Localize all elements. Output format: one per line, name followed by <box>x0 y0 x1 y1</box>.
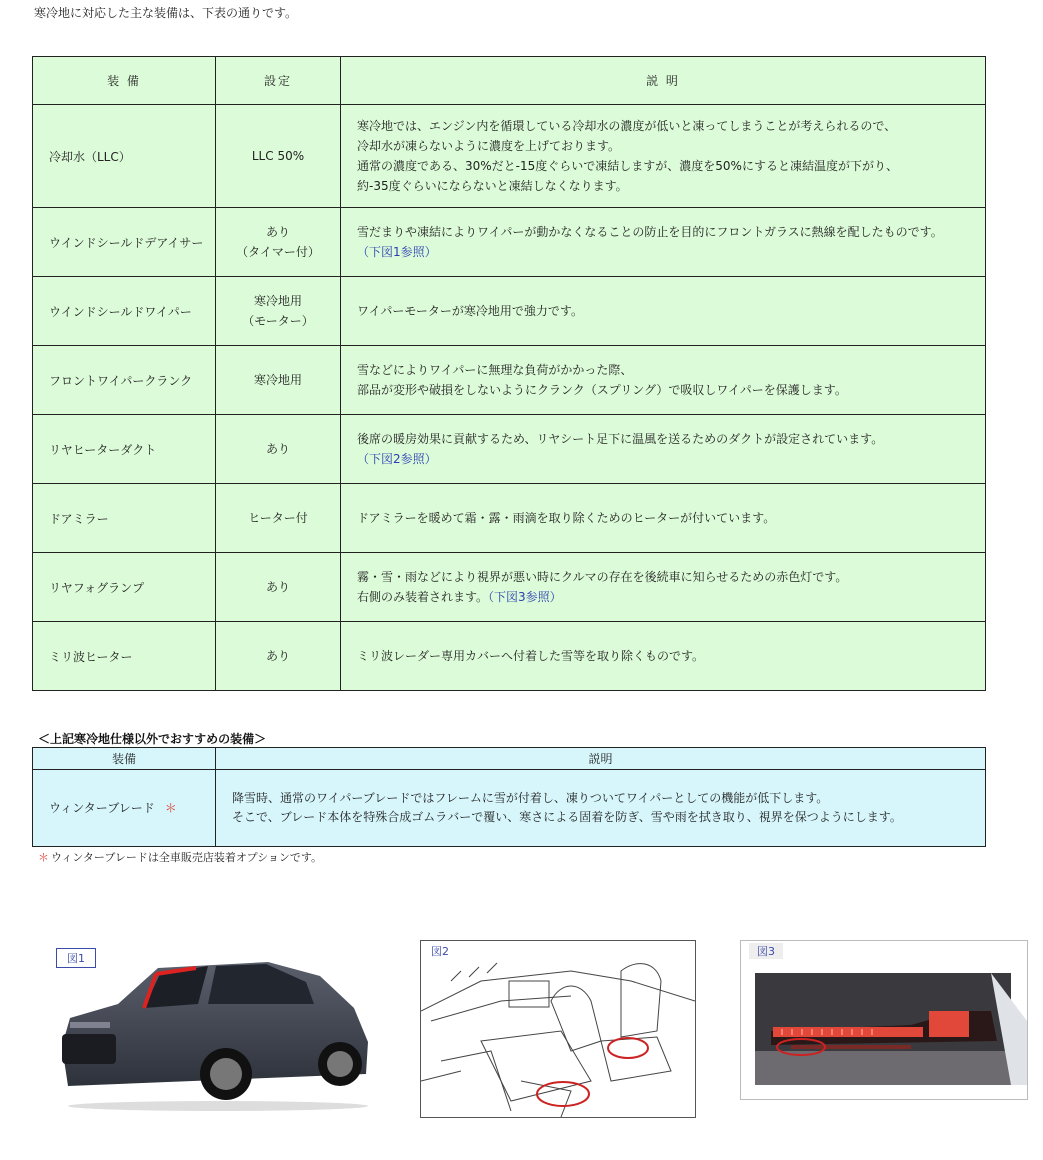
recommended-table <box>32 747 986 847</box>
footnote-text: ウィンターブレードは全車販売店装着オプションです。 <box>51 851 323 864</box>
equipment-name: ウインドシールドワイパー <box>33 277 216 346</box>
equipment-description <box>341 277 986 346</box>
equipment-description <box>341 553 986 622</box>
equipment-setting <box>216 484 341 553</box>
interior-illustration <box>421 941 695 1117</box>
equipment-setting <box>216 346 341 415</box>
description-line <box>357 429 984 449</box>
header-description: 説明 <box>216 748 986 770</box>
equipment-description <box>341 105 986 208</box>
equipment-name: フロントワイパークランク <box>33 346 216 415</box>
figure-reference: （下図2参照） <box>357 452 437 466</box>
suv-illustration <box>48 946 378 1116</box>
equipment-description <box>341 415 986 484</box>
table-row <box>33 484 986 553</box>
description-line: 降雪時、通常のワイパーブレードではフレームに雪が付着し、凍りついてワイパーとしての機能が低下します。 <box>232 791 829 805</box>
equipment-name: ミリ波ヒーター <box>33 622 216 691</box>
description-line <box>357 222 984 242</box>
equipment-setting <box>216 415 341 484</box>
description-text: 冷却水が凍らないように濃度を上げております。 <box>357 139 621 153</box>
equipment-description <box>341 484 986 553</box>
equipment-description <box>341 622 986 691</box>
setting-line: あり <box>265 649 290 663</box>
table-row <box>33 208 986 277</box>
description-line <box>357 116 984 136</box>
description-text: 雪だまりや凍結によりワイパーが動かなくなることの防止を目的にフロントガラスに熱線を配したものです。 <box>357 225 943 239</box>
equipment-name: リヤフォグランプ <box>33 553 216 622</box>
figure-label: 図1 <box>56 948 96 968</box>
table-row <box>33 553 986 622</box>
header-description: 説 明 <box>341 57 986 105</box>
figure-1 <box>48 946 378 1116</box>
equipment-setting <box>216 105 341 208</box>
description-line <box>357 360 984 380</box>
table-row <box>33 105 986 208</box>
description-line <box>357 176 984 196</box>
rear-lamp-illustration <box>741 941 1027 1099</box>
description-text: 約-35度ぐらいにならないと凍結しなくなります。 <box>357 179 628 193</box>
description-text: 部品が変形や破損をしないようにクランク（スプリング）で吸収しワイパーを保護します。 <box>357 383 847 397</box>
setting-line: （モーター） <box>242 314 314 328</box>
setting-line: あり <box>265 442 290 456</box>
description-line <box>357 646 984 666</box>
setting-line: あり <box>265 580 290 594</box>
description-text: 通常の濃度である、30%だと-15度ぐらいで凍結しますが、濃度を50%にすると凍結温度が下がり、 <box>357 159 898 173</box>
equipment-name <box>33 770 216 847</box>
table-header-row <box>33 57 986 105</box>
header-equipment: 装備 <box>33 748 216 770</box>
description-line: そこで、ブレード本体を特殊合成ゴムラバーで覆い、寒さによる固着を防ぎ、雪や雨を拭き取り、視界を保つようにします。 <box>232 810 902 824</box>
footnote <box>38 849 322 865</box>
equipment-name-text: ウィンターブレード <box>49 800 155 815</box>
figure-reference: （下図1参照） <box>357 245 437 259</box>
intro-text: 寒冷地に対応した主な装備は、下表の通りです。 <box>34 6 298 20</box>
setting-line: ヒーター付 <box>248 511 308 525</box>
table-row <box>33 277 986 346</box>
description-text: 右側のみ装着されます。 <box>357 590 489 604</box>
equipment-setting <box>216 208 341 277</box>
description-line <box>357 380 984 400</box>
description-line <box>357 587 984 607</box>
equipment-setting <box>216 553 341 622</box>
equipment-description <box>341 208 986 277</box>
asterisk-mark: ＊ <box>38 851 49 864</box>
table-row <box>33 346 986 415</box>
table-header-row <box>33 748 986 770</box>
description-text: ミリ波レーダー専用カバーへ付着した雪等を取り除くものです。 <box>357 649 705 663</box>
equipment-setting <box>216 622 341 691</box>
table-row <box>33 770 986 847</box>
table-row <box>33 622 986 691</box>
description-text: 雪などによりワイパーに無理な負荷がかかった際、 <box>357 363 633 377</box>
equipment-description <box>341 346 986 415</box>
recommended-title: ＜上記寒冷地仕様以外でおすすめの装備＞ <box>38 732 267 746</box>
description-text: 寒冷地では、エンジン内を循環している冷却水の濃度が低いと凍ってしまうことが考えられるので、 <box>357 119 897 133</box>
setting-line: あり <box>265 225 290 239</box>
equipment-description <box>216 770 986 847</box>
equipment-name: ドアミラー <box>33 484 216 553</box>
description-line <box>357 242 984 262</box>
setting-line: 寒冷地用 <box>253 373 302 387</box>
description-text: ワイパーモーターが寒冷地用で強力です。 <box>357 304 583 318</box>
figure-reference: （下図3参照） <box>488 590 562 604</box>
table-row <box>33 415 986 484</box>
description-text: 後席の暖房効果に貢献するため、リヤシート足下に温風を送るためのダクトが設定されています。 <box>357 432 884 446</box>
setting-line: （タイマー付） <box>236 245 320 259</box>
description-line <box>357 136 984 156</box>
equipment-name: リヤヒーターダクト <box>33 415 216 484</box>
figure-2 <box>420 940 696 1118</box>
description-line <box>357 156 984 176</box>
header-setting: 設定 <box>216 57 341 105</box>
description-text: ドアミラーを暖めて霜・露・雨滴を取り除くためのヒーターが付いています。 <box>357 511 776 525</box>
equipment-name: ウインドシールドデアイサー <box>33 208 216 277</box>
figure-3 <box>740 940 1028 1100</box>
description-line <box>357 567 984 587</box>
setting-line: 寒冷地用 <box>253 294 302 308</box>
description-line <box>357 301 984 321</box>
equipment-setting <box>216 277 341 346</box>
description-line <box>357 449 984 469</box>
description-line <box>357 508 984 528</box>
setting-line: LLC 50% <box>251 149 305 163</box>
description-text: 霧・雪・雨などにより視界が悪い時にクルマの存在を後続車に知らせるための赤色灯です。 <box>357 570 848 584</box>
figure-label: 図3 <box>749 943 783 959</box>
equipment-table <box>32 56 986 691</box>
equipment-name: 冷却水（LLC） <box>33 105 216 208</box>
asterisk-mark: ＊ <box>164 800 177 815</box>
header-equipment: 装 備 <box>33 57 216 105</box>
figure-label: 図2 <box>423 943 457 959</box>
